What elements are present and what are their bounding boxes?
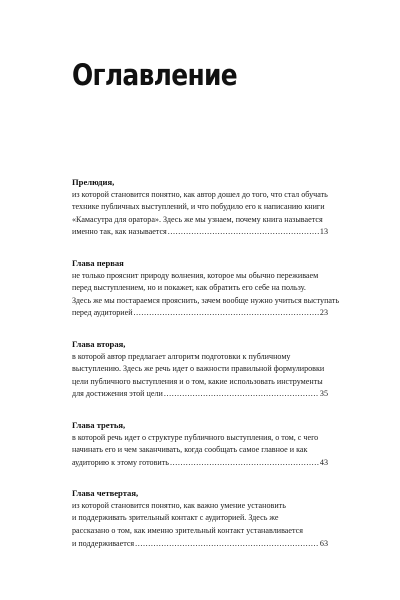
toc-entry-title: Прелюдия, — [72, 177, 115, 187]
toc-entry[interactable] — [72, 419, 328, 469]
toc-entry-title: Глава четвертая, — [72, 488, 139, 499]
toc-entry[interactable] — [72, 257, 340, 320]
dot-leader — [170, 457, 319, 470]
table-of-contents — [72, 176, 340, 568]
toc-entry-description-line: для достижения этой цели — [72, 389, 163, 399]
toc-entry-last-line — [72, 307, 328, 320]
toc-entry[interactable] — [72, 487, 328, 550]
page-number: 35 — [319, 389, 328, 399]
dot-leader — [135, 538, 319, 551]
toc-entry-description-line: цели публичного выступления и о том, какие использовать инструменты — [72, 376, 323, 386]
toc-entry-description-line: перед аудиторией — [72, 308, 133, 318]
page-title: Оглавление — [72, 58, 238, 92]
toc-entry-last-line — [72, 538, 328, 551]
toc-entry-title: Глава вторая, — [72, 338, 126, 349]
toc-entry-description-line: «Камасутра для оратора». Здесь же мы узнаем, почему книга называется — [72, 214, 323, 224]
toc-entry[interactable] — [72, 176, 328, 239]
toc-entry-title: Глава третья, — [72, 419, 126, 430]
toc-entry-description-line: из которой становится понятно, как важно умение установить — [72, 500, 286, 510]
toc-entry-title: Глава первая — [72, 257, 124, 268]
toc-entry-description-line: технике публичных выступлений, и что побудило его к написанию книги — [72, 202, 325, 212]
toc-entry-description-line: в которой речь идет о структуре публичного выступления, о том, с чего — [72, 432, 319, 442]
page-number: 13 — [319, 227, 328, 237]
toc-entry-description-line: начинать его и чем заканчивать, когда сообщать самое главное и как — [72, 445, 308, 455]
page-number: 23 — [319, 308, 328, 318]
toc-entry-description-line: и поддерживать зрительный контакт с аудиторией. Здесь же — [72, 513, 279, 523]
dot-leader — [168, 226, 319, 239]
toc-entry-description-line: перед выступлением, но и покажет, как обратить его себе на пользу. — [72, 283, 306, 293]
toc-entry-last-line — [72, 388, 328, 401]
toc-entry-last-line — [72, 457, 328, 470]
toc-entry-description-line: и поддерживается — [72, 538, 135, 548]
toc-entry-last-line — [72, 226, 328, 239]
toc-entry-description-line: выступлению. Здесь же речь идет о важности правильной формулировки — [72, 364, 325, 374]
toc-entry-description-line: Здесь же мы постараемся прояснить, зачем вообще нужно учиться выступать — [72, 295, 340, 305]
toc-entry-description-line: рассказано о том, как именно зрительный контакт устанавливается — [72, 526, 303, 536]
dot-leader — [164, 388, 319, 401]
toc-entry[interactable] — [72, 338, 328, 401]
toc-entry-description-line: из которой становится понятно, как автор дошел до того, что стал обучать — [72, 189, 328, 199]
toc-entry-description-line: именно так, как называется — [72, 227, 167, 237]
toc-entry-description-line: не только прояснит природу волнения, которое мы обычно переживаем — [72, 270, 319, 280]
toc-entry-description-line: аудиторию к этому готовить — [72, 457, 169, 467]
toc-entry-description-line: в которой автор предлагает алгоритм подготовки к публичному — [72, 351, 291, 361]
page-number: 63 — [319, 538, 328, 548]
dot-leader — [134, 307, 319, 320]
page-number: 43 — [319, 457, 328, 467]
